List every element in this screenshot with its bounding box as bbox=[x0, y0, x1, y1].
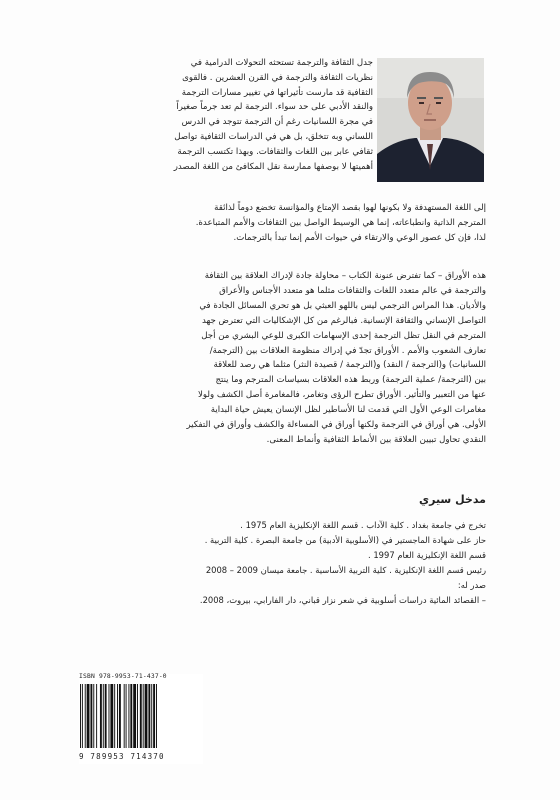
bio-item: – القصائد المائية دراسات أسلوبية في شعر نزار قباني، دار الفارابي، بيروت، 2008. bbox=[199, 595, 486, 605]
text-line: والنقد الأدبي على حد سواء. الترجمة لم تعد جرماً صغيراً bbox=[176, 102, 373, 113]
text-line: جدل الثقافة والترجمة تستحثه التحولات الدرامية في bbox=[190, 58, 373, 68]
text-line: تعارف الشعوب والأمم . الأوراق تجدّ في إدراك منظومة العلاقات بين (الترجمة/ bbox=[209, 345, 486, 356]
bio-item: تخرج في جامعة بغداد . كلية الآداب . قسم اللغة الإنكليزية العام 1975 . bbox=[240, 520, 486, 530]
bio-item: صدر له: bbox=[457, 580, 486, 590]
text-line: اللساني وبه تتخلق، بل هي في الدراسات الثقافية تواصل bbox=[174, 131, 373, 142]
bio-item: قسم اللغة الإنكليزية العام 1997 . bbox=[368, 550, 486, 560]
intro-paragraph bbox=[76, 56, 373, 174]
text-line: والترجمة في عالم متعدد اللغات والثقافات مثلما هو متعدد الأجناس والأعراق bbox=[219, 285, 486, 296]
text-line: الثقافية قد مارست تأثيراتها في تغيير مسارات الترجمة bbox=[181, 87, 373, 98]
bio-item: رئيس قسم اللغة الإنكليزية . كلية التربية الأساسية . جامعة ميسان 2009 – 2008 bbox=[205, 565, 486, 575]
text-line: التواصل الإنساني والثقافة الإنسانية. فبالرغم من كل الإشكاليات التي تعترض جهد bbox=[201, 315, 486, 326]
text-line: الأولى. هي أوراق في الترجمة ولكنها أوراق في المساءلة والكشف وأوراق في التفكير bbox=[186, 420, 486, 431]
text-line: المترجم في النقل تظل الترجمة إحدى الإسهامات الكبرى للوعي البشري من أجل bbox=[201, 330, 486, 341]
text-line: اللسانيات) و(الترجمة / النقد) و(الترجمة / قصيدة النثر) مثلما هي رصد للعلاقة bbox=[213, 360, 486, 371]
text-line: في مجرة اللسانيات رغم أن الترجمة تتوجد في الدرس bbox=[181, 117, 373, 128]
author-bio-list bbox=[76, 518, 486, 608]
text-line: النقدي تحاول تبيين العلاقة بين الأنماط الثقافية وأنماط المعنى. bbox=[266, 434, 486, 445]
barcode-bars bbox=[79, 684, 203, 748]
text-line: إلى اللغة المستهدفة ولا بكونها لهوا بقصد الإمتاع والمؤانسة تخضع دوماً لذائقة bbox=[214, 203, 486, 213]
intro-paragraph-continued bbox=[76, 201, 486, 245]
bio-item: حاز على شهادة الماجستير في (الأسلوبية الأدبية) من جامعة البصرة . كلية التربية . bbox=[204, 535, 486, 545]
text-line: المترجم الذاتية وانطباعاته، إنما هي الوسيط الواصل بين الثقافات والأمم المتباعدة. bbox=[195, 217, 486, 228]
text-line: ثقافي عابر بين اللغات والثقافات. وبهذا تكتسب الترجمة bbox=[177, 146, 373, 157]
isbn-label: ISBN 978-9953-71-437-0 bbox=[79, 673, 167, 680]
text-line: مغامرات الوعي الأول التي قدمت لنا الأساطير لظل الإنسان يعيش حياة البداية bbox=[210, 405, 486, 416]
author-photo bbox=[377, 58, 484, 182]
text-line: لذا، فإن كل عصور الوعي والارتقاء في حيوات الأمم إنما تبدأ بالترجمات. bbox=[233, 232, 486, 243]
text-line: والأديان. هذا المراس الترجمي ليس باللهو العبثي بل هو تحري المسائل الجادة في bbox=[199, 300, 486, 311]
text-line: بين (الترجمة/ عملية الترجمة) وربط هذه العلاقات بسياسات المترجم وما ينتج bbox=[215, 375, 486, 386]
book-description-paragraph bbox=[76, 269, 486, 448]
text-line: نظريات الثقافة والترجمة في القرن العشرين . فالقوى bbox=[182, 72, 373, 83]
barcode-digits: 9 789953 714370 bbox=[79, 752, 165, 761]
bio-heading: مدخل سيري bbox=[419, 493, 486, 506]
text-line: هذه الأوراق – كما تفترض عنونة الكتاب – محاولة جادة لإدراك العلاقة بين الثقافة bbox=[204, 271, 486, 281]
text-line: أهميتها لا بوصفها ممارسة نقل المكافئ من اللغة المصدر bbox=[173, 161, 373, 172]
text-line: عنها من التعبير والتأثير. الأوراق تطرح الرؤى وتغامر، فالمغامرة أصل الكشف ولولا bbox=[198, 390, 486, 401]
